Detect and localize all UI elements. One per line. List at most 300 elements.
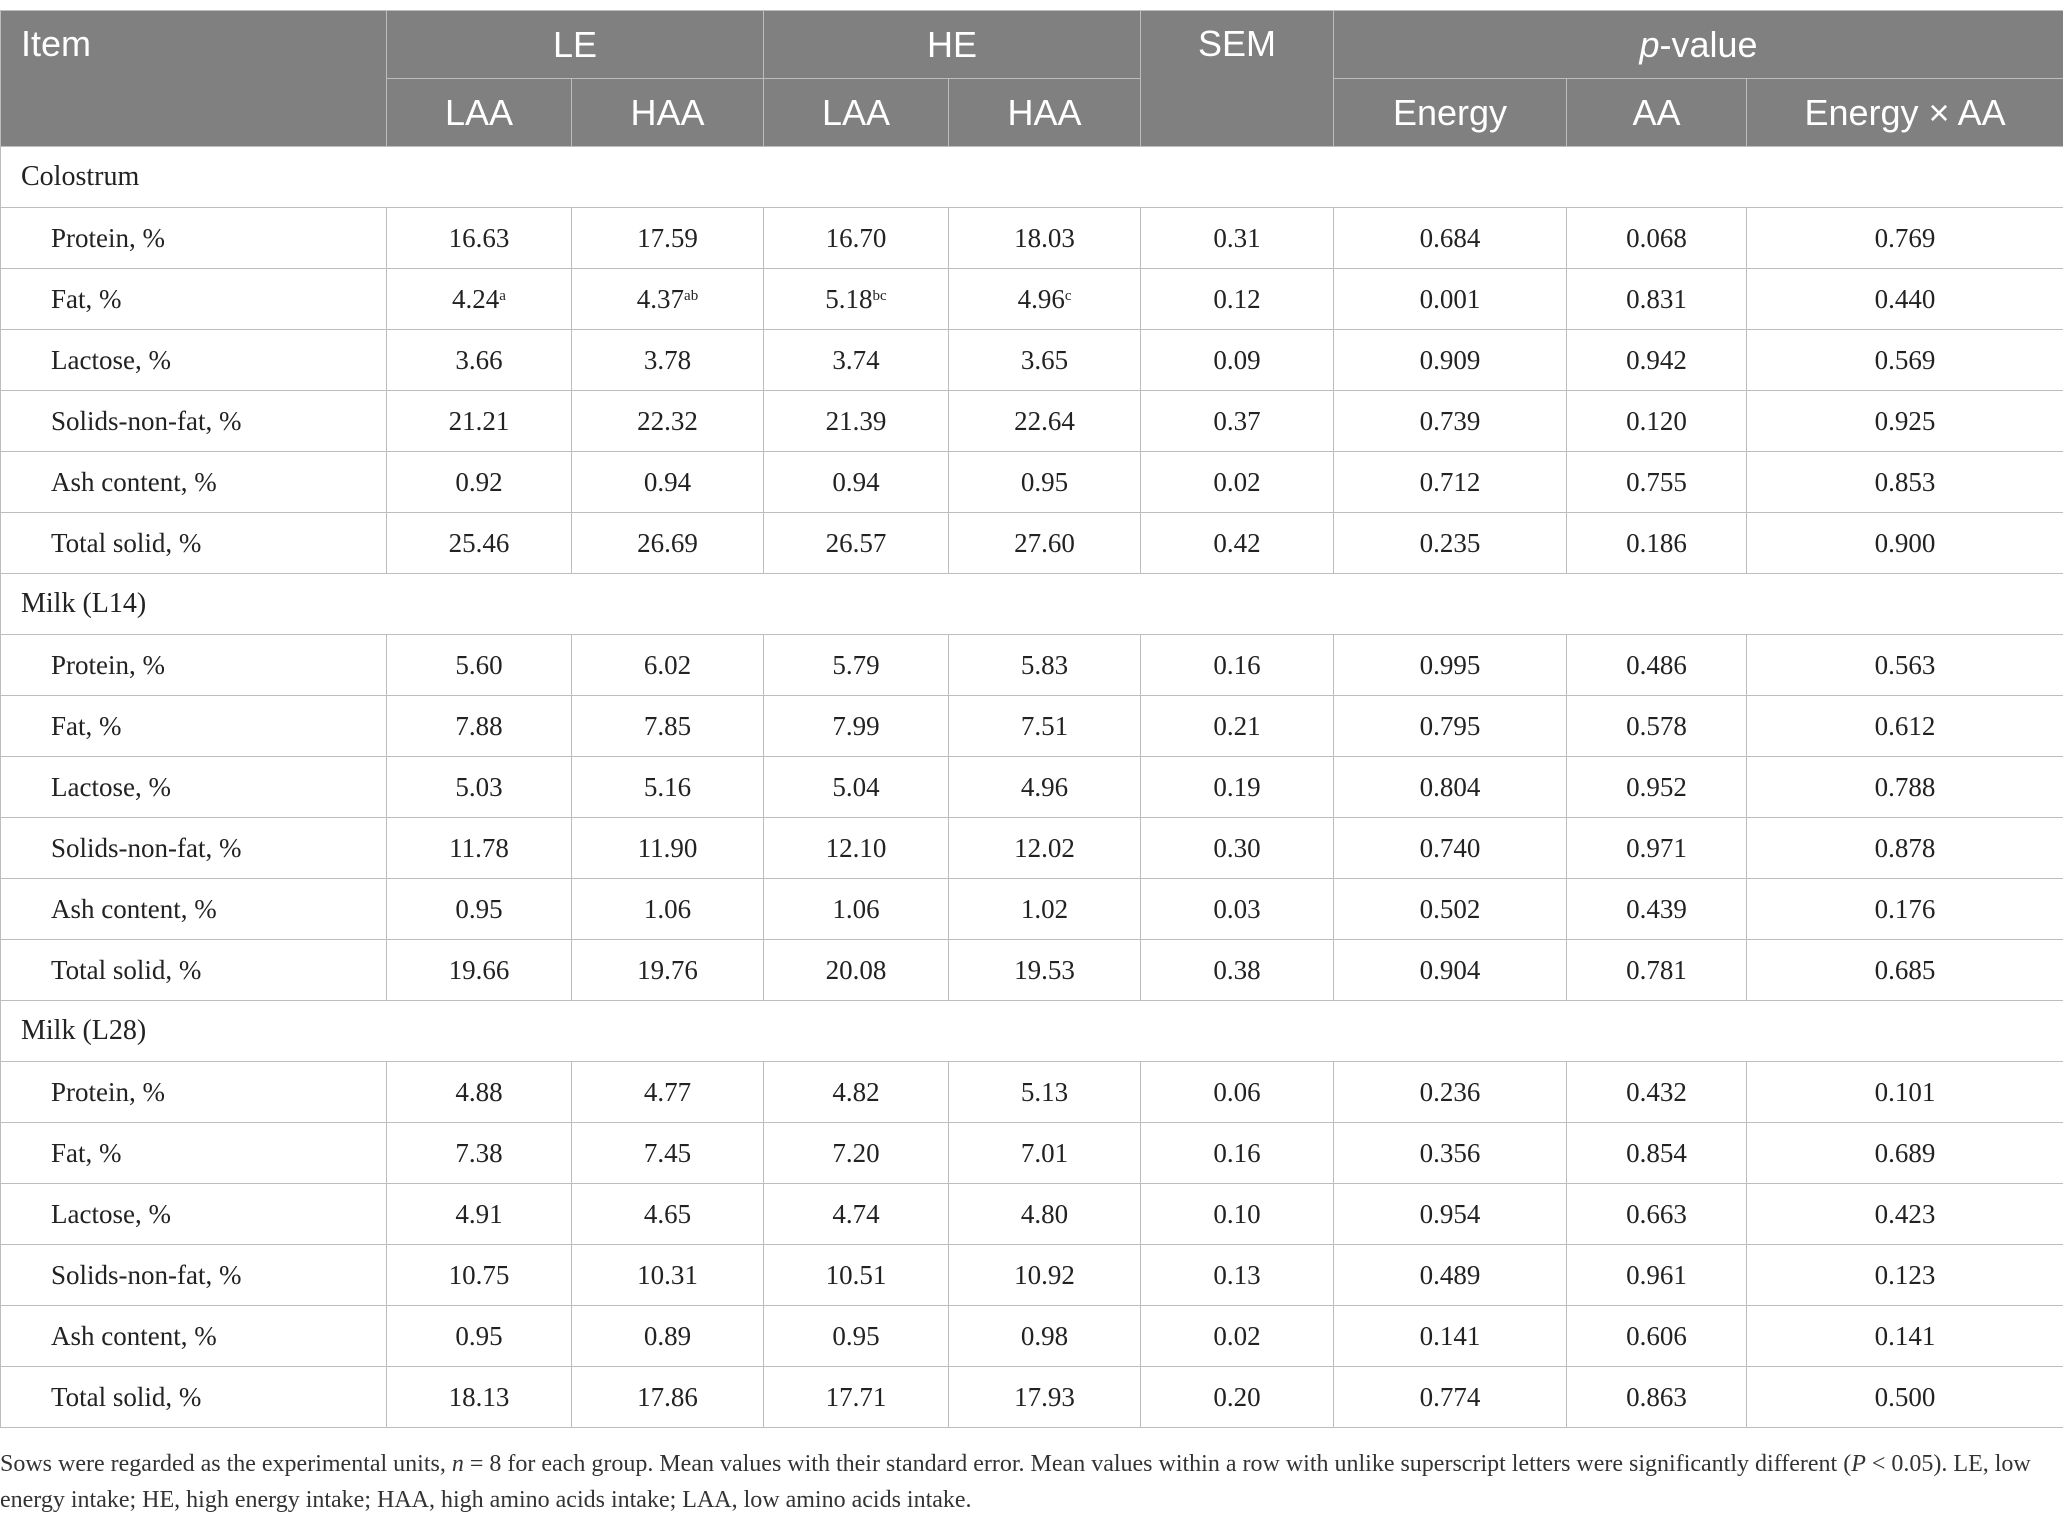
cell-p-energy	[1334, 330, 1567, 391]
cell-p-aa	[1567, 391, 1747, 452]
cell-value: 26.57	[825, 527, 887, 558]
cell-he-laa	[764, 1184, 949, 1245]
cell-le-laa	[387, 635, 572, 696]
row-label: Total solid, %	[1, 1367, 387, 1428]
cell-he-haa	[949, 1062, 1141, 1123]
section-title: Milk (L28)	[1, 1001, 2063, 1062]
row-label: Lactose, %	[1, 757, 387, 818]
cell-value: 0.995	[1419, 649, 1481, 680]
table-row	[1, 513, 2063, 574]
cell-value: 0.12	[1213, 283, 1261, 314]
cell-he-haa	[949, 1123, 1141, 1184]
cell-value: 17.59	[637, 222, 698, 253]
cell-p-energy	[1334, 1184, 1567, 1245]
section-row	[1, 147, 2063, 208]
cell-sem	[1141, 208, 1334, 269]
cell-p-int	[1747, 1062, 2063, 1123]
header-he-haa: HAA	[949, 79, 1141, 147]
row-label: Fat, %	[1, 269, 387, 330]
cell-value: 26.69	[637, 527, 698, 558]
cell-sem	[1141, 757, 1334, 818]
row-label: Protein, %	[1, 635, 387, 696]
header-sem: SEM	[1141, 11, 1334, 147]
cell-le-laa	[387, 1123, 572, 1184]
cell-value: 0.500	[1874, 1381, 1936, 1412]
cell-le-laa	[387, 391, 572, 452]
cell-value: 0.20	[1213, 1381, 1261, 1412]
cell-value: 0.863	[1626, 1381, 1687, 1412]
cell-le-haa	[572, 330, 764, 391]
cell-value: 22.32	[637, 405, 698, 436]
cell-sem	[1141, 1367, 1334, 1428]
cell-value: 0.21	[1213, 710, 1261, 741]
cell-value: 0.952	[1626, 771, 1687, 802]
cell-value: 0.95	[455, 1320, 503, 1351]
cell-value: 0.685	[1874, 954, 1936, 985]
cell-p-aa	[1567, 1123, 1747, 1184]
cell-p-energy	[1334, 757, 1567, 818]
cell-le-haa	[572, 1306, 764, 1367]
header-energy: Energy	[1334, 79, 1567, 147]
cell-le-laa	[387, 1245, 572, 1306]
cell-p-energy	[1334, 208, 1567, 269]
cell-le-laa	[387, 513, 572, 574]
cell-sem	[1141, 1062, 1334, 1123]
cell-value: 0.831	[1626, 283, 1687, 314]
cell-p-int	[1747, 1367, 2063, 1428]
cell-value: 3.65	[1020, 344, 1069, 375]
row-label: Protein, %	[1, 208, 387, 269]
cell-sem	[1141, 635, 1334, 696]
section-title: Colostrum	[1, 147, 2063, 208]
cell-value: 19.53	[1014, 954, 1075, 985]
table-row	[1, 330, 2063, 391]
cell-value: 7.51	[1020, 710, 1069, 741]
cell-value: 3.78	[643, 344, 692, 375]
cell-he-laa	[764, 818, 949, 879]
cell-value: 0.739	[1419, 405, 1481, 436]
cell-le-haa	[572, 452, 764, 513]
cell-sem	[1141, 879, 1334, 940]
cell-he-haa	[949, 208, 1141, 269]
cell-value: 0.755	[1626, 466, 1687, 497]
cell-value: 0.176	[1874, 893, 1936, 924]
cell-value: 18.13	[448, 1381, 510, 1412]
cell-p-int	[1747, 391, 2063, 452]
cell-value: 5.13	[1020, 1076, 1069, 1107]
cell-he-laa	[764, 1062, 949, 1123]
cell-value: 0.971	[1626, 832, 1687, 863]
cell-value: 25.46	[448, 527, 510, 558]
cell-value: 0.236	[1419, 1076, 1481, 1107]
cell-value: 5.60	[455, 649, 503, 680]
cell-value: 5.04	[832, 771, 880, 802]
cell-value: 7.45	[643, 1137, 692, 1168]
cell-value: 10.31	[637, 1259, 698, 1290]
cell-sem	[1141, 1245, 1334, 1306]
cell-p-aa	[1567, 1367, 1747, 1428]
table-body	[1, 147, 2063, 1428]
cell-value: 0.16	[1213, 1137, 1261, 1168]
cell-le-laa	[387, 269, 572, 330]
row-label: Total solid, %	[1, 940, 387, 1001]
cell-value: 0.909	[1419, 344, 1481, 375]
cell-value: 0.900	[1874, 527, 1936, 558]
cell-value: 0.578	[1626, 710, 1687, 741]
cell-p-aa	[1567, 635, 1747, 696]
cell-p-int	[1747, 757, 2063, 818]
cell-p-energy	[1334, 879, 1567, 940]
cell-le-laa	[387, 452, 572, 513]
cell-value: 4.96	[1017, 283, 1065, 314]
cell-value: 0.10	[1213, 1198, 1261, 1229]
cell-value: 0.925	[1874, 405, 1936, 436]
cell-le-haa	[572, 818, 764, 879]
cell-le-laa	[387, 696, 572, 757]
table-row	[1, 818, 2063, 879]
cell-p-int	[1747, 879, 2063, 940]
cell-value: 20.08	[825, 954, 887, 985]
cell-value: 4.37	[636, 283, 685, 314]
cell-sem	[1141, 696, 1334, 757]
cell-p-aa	[1567, 696, 1747, 757]
cell-value: 22.64	[1014, 405, 1075, 436]
cell-value: 7.38	[455, 1137, 503, 1168]
cell-value: 0.769	[1874, 222, 1936, 253]
cell-he-laa	[764, 1123, 949, 1184]
cell-value: 4.65	[643, 1198, 692, 1229]
cell-le-haa	[572, 1184, 764, 1245]
table-header	[1, 11, 2063, 147]
cell-sem	[1141, 1123, 1334, 1184]
cell-value: 4.80	[1020, 1198, 1069, 1229]
cell-value: 0.486	[1626, 649, 1687, 680]
cell-le-haa	[572, 1245, 764, 1306]
cell-value: 19.66	[448, 954, 510, 985]
nutrient-table	[0, 10, 2063, 1428]
cell-he-laa	[764, 452, 949, 513]
cell-sem	[1141, 1184, 1334, 1245]
cell-value: 3.74	[832, 344, 880, 375]
row-label: Fat, %	[1, 1123, 387, 1184]
cell-value: 0.788	[1874, 771, 1936, 802]
cell-value: 6.02	[643, 649, 692, 680]
cell-value: 0.878	[1874, 832, 1936, 863]
cell-value: 5.18	[825, 283, 873, 314]
cell-value: 7.88	[455, 710, 503, 741]
cell-le-haa	[572, 513, 764, 574]
cell-he-haa	[949, 452, 1141, 513]
cell-he-haa	[949, 330, 1141, 391]
cell-value: 0.712	[1419, 466, 1481, 497]
cell-he-haa	[949, 757, 1141, 818]
cell-p-int	[1747, 1184, 2063, 1245]
cell-he-haa	[949, 940, 1141, 1001]
cell-value: 0.95	[832, 1320, 880, 1351]
cell-he-haa	[949, 269, 1141, 330]
section-title: Milk (L14)	[1, 574, 2063, 635]
cell-le-haa	[572, 940, 764, 1001]
header-le-laa: LAA	[387, 79, 572, 147]
cell-value: 18.03	[1014, 222, 1075, 253]
cell-value: 0.569	[1874, 344, 1936, 375]
cell-value: 5.16	[643, 771, 692, 802]
cell-value: 4.96	[1020, 771, 1069, 802]
cell-value: 0.02	[1213, 466, 1261, 497]
cell-he-haa	[949, 1245, 1141, 1306]
cell-le-haa	[572, 208, 764, 269]
table-row	[1, 1184, 2063, 1245]
cell-value: 0.141	[1419, 1320, 1481, 1351]
cell-value: 0.101	[1874, 1076, 1936, 1107]
row-label: Ash content, %	[1, 452, 387, 513]
cell-value: 0.804	[1419, 771, 1481, 802]
cell-p-energy	[1334, 1062, 1567, 1123]
cell-he-laa	[764, 696, 949, 757]
cell-value: 21.21	[448, 405, 510, 436]
cell-he-laa	[764, 1245, 949, 1306]
cell-value: 0.954	[1419, 1198, 1481, 1229]
section-row	[1, 1001, 2063, 1062]
cell-p-aa	[1567, 452, 1747, 513]
cell-value: 0.02	[1213, 1320, 1261, 1351]
footnote-p: P	[1851, 1451, 1866, 1477]
section-row	[1, 574, 2063, 635]
cell-he-haa	[949, 1306, 1141, 1367]
cell-p-energy	[1334, 391, 1567, 452]
cell-p-aa	[1567, 330, 1747, 391]
cell-p-aa	[1567, 1306, 1747, 1367]
cell-le-haa	[572, 879, 764, 940]
significance-superscript: ab	[684, 287, 699, 304]
cell-he-haa	[949, 1184, 1141, 1245]
cell-value: 1.06	[832, 893, 880, 924]
header-item: Item	[1, 11, 387, 147]
cell-p-int	[1747, 452, 2063, 513]
header-p-rest: -value	[1659, 23, 1758, 65]
cell-value: 3.66	[455, 344, 503, 375]
cell-le-laa	[387, 1184, 572, 1245]
row-label: Total solid, %	[1, 513, 387, 574]
cell-value: 0.92	[455, 466, 503, 497]
cell-sem	[1141, 452, 1334, 513]
cell-p-energy	[1334, 269, 1567, 330]
cell-value: 21.39	[825, 405, 887, 436]
cell-value: 4.82	[832, 1076, 880, 1107]
cell-he-laa	[764, 208, 949, 269]
cell-p-int	[1747, 940, 2063, 1001]
cell-le-haa	[572, 391, 764, 452]
cell-value: 0.502	[1419, 893, 1481, 924]
footnote-part1: Sows were regarded as the experimental units,	[0, 1451, 452, 1477]
header-le-haa: HAA	[572, 79, 764, 147]
cell-value: 0.689	[1874, 1137, 1936, 1168]
cell-value: 0.13	[1213, 1259, 1261, 1290]
cell-value: 5.79	[832, 649, 880, 680]
cell-p-aa	[1567, 757, 1747, 818]
cell-p-energy	[1334, 1306, 1567, 1367]
header-interaction: Energy × AA	[1747, 79, 2063, 147]
cell-p-int	[1747, 269, 2063, 330]
cell-value: 0.37	[1213, 405, 1261, 436]
table-row	[1, 757, 2063, 818]
cell-p-int	[1747, 208, 2063, 269]
cell-p-int	[1747, 818, 2063, 879]
cell-value: 0.440	[1874, 283, 1936, 314]
cell-le-laa	[387, 1306, 572, 1367]
cell-p-energy	[1334, 696, 1567, 757]
cell-he-haa	[949, 818, 1141, 879]
header-p-value	[1334, 11, 2063, 79]
cell-sem	[1141, 330, 1334, 391]
cell-p-energy	[1334, 818, 1567, 879]
cell-le-haa	[572, 1367, 764, 1428]
cell-p-aa	[1567, 879, 1747, 940]
cell-le-laa	[387, 818, 572, 879]
cell-le-haa	[572, 1123, 764, 1184]
cell-value: 0.31	[1213, 222, 1261, 253]
cell-he-haa	[949, 513, 1141, 574]
cell-value: 12.10	[825, 832, 887, 863]
cell-p-aa	[1567, 1245, 1747, 1306]
row-label: Fat, %	[1, 696, 387, 757]
footnote-n: n	[451, 1451, 464, 1477]
cell-value: 0.068	[1626, 222, 1687, 253]
cell-he-laa	[764, 940, 949, 1001]
table-footnote	[0, 1446, 2063, 1518]
cell-le-haa	[572, 696, 764, 757]
cell-p-int	[1747, 696, 2063, 757]
cell-p-int	[1747, 1306, 2063, 1367]
cell-le-laa	[387, 940, 572, 1001]
cell-value: 0.42	[1213, 527, 1261, 558]
cell-value: 0.432	[1626, 1076, 1687, 1107]
cell-le-laa	[387, 330, 572, 391]
cell-he-laa	[764, 513, 949, 574]
cell-value: 4.88	[455, 1076, 503, 1107]
cell-value: 0.795	[1419, 710, 1481, 741]
cell-value: 0.942	[1626, 344, 1687, 375]
cell-value: 0.06	[1213, 1076, 1261, 1107]
cell-value: 0.98	[1020, 1320, 1069, 1351]
cell-p-aa	[1567, 208, 1747, 269]
row-label: Solids-non-fat, %	[1, 818, 387, 879]
footnote-part2: = 8 for each group. Mean values with their standard error. Mean values within a row with unlike superscript letters were significantly different (	[463, 1451, 1852, 1477]
cell-value: 27.60	[1014, 527, 1075, 558]
row-label: Lactose, %	[1, 330, 387, 391]
cell-value: 0.95	[1020, 466, 1069, 497]
table-row	[1, 208, 2063, 269]
header-he: HE	[764, 11, 1141, 79]
header-le: LE	[387, 11, 764, 79]
cell-p-energy	[1334, 1123, 1567, 1184]
cell-value: 0.423	[1874, 1198, 1936, 1229]
cell-value: 0.904	[1419, 954, 1481, 985]
table-row	[1, 635, 2063, 696]
cell-p-int	[1747, 330, 2063, 391]
header-p-italic: p	[1639, 23, 1660, 65]
cell-value: 0.30	[1213, 832, 1261, 863]
header-aa: AA	[1567, 79, 1747, 147]
cell-value: 0.663	[1626, 1198, 1687, 1229]
row-label: Lactose, %	[1, 1184, 387, 1245]
cell-le-haa	[572, 757, 764, 818]
cell-value: 7.85	[643, 710, 692, 741]
table-row	[1, 269, 2063, 330]
cell-he-laa	[764, 1367, 949, 1428]
cell-value: 0.123	[1874, 1259, 1936, 1290]
cell-value: 19.76	[637, 954, 698, 985]
cell-le-haa	[572, 269, 764, 330]
cell-value: 0.439	[1626, 893, 1687, 924]
cell-value: 4.77	[643, 1076, 692, 1107]
row-label: Protein, %	[1, 1062, 387, 1123]
cell-le-laa	[387, 879, 572, 940]
cell-p-aa	[1567, 269, 1747, 330]
table-row	[1, 696, 2063, 757]
cell-value: 11.90	[637, 832, 698, 863]
cell-le-laa	[387, 1062, 572, 1123]
cell-value: 12.02	[1014, 832, 1075, 863]
table-row	[1, 391, 2063, 452]
cell-p-energy	[1334, 635, 1567, 696]
cell-value: 0.356	[1419, 1137, 1481, 1168]
cell-value: 0.16	[1213, 649, 1261, 680]
cell-value: 4.74	[832, 1198, 880, 1229]
cell-le-haa	[572, 635, 764, 696]
cell-value: 0.120	[1626, 405, 1687, 436]
cell-p-aa	[1567, 818, 1747, 879]
cell-value: 7.20	[832, 1137, 880, 1168]
cell-value: 7.01	[1020, 1137, 1069, 1168]
cell-p-energy	[1334, 1367, 1567, 1428]
cell-value: 1.06	[643, 893, 692, 924]
table-row	[1, 1062, 2063, 1123]
cell-value: 0.94	[832, 466, 880, 497]
cell-value: 17.71	[825, 1381, 887, 1412]
cell-value: 0.89	[643, 1320, 692, 1351]
cell-le-laa	[387, 1367, 572, 1428]
cell-value: 0.606	[1626, 1320, 1687, 1351]
cell-value: 0.961	[1626, 1259, 1687, 1290]
cell-he-haa	[949, 696, 1141, 757]
cell-value: 5.83	[1020, 649, 1069, 680]
cell-value: 0.95	[455, 893, 503, 924]
cell-he-laa	[764, 391, 949, 452]
cell-p-aa	[1567, 1062, 1747, 1123]
cell-he-haa	[949, 1367, 1141, 1428]
cell-value: 0.94	[643, 466, 692, 497]
cell-he-laa	[764, 269, 949, 330]
cell-sem	[1141, 1306, 1334, 1367]
table-row	[1, 1367, 2063, 1428]
cell-value: 0.09	[1213, 344, 1261, 375]
cell-value: 0.489	[1419, 1259, 1481, 1290]
cell-le-haa	[572, 1062, 764, 1123]
cell-value: 16.70	[825, 222, 887, 253]
cell-he-haa	[949, 391, 1141, 452]
cell-p-int	[1747, 513, 2063, 574]
cell-he-laa	[764, 330, 949, 391]
cell-value: 0.563	[1874, 649, 1936, 680]
cell-value: 10.51	[825, 1259, 887, 1290]
cell-value: 0.38	[1213, 954, 1261, 985]
cell-sem	[1141, 513, 1334, 574]
cell-value: 0.781	[1626, 954, 1687, 985]
cell-value: 0.19	[1213, 771, 1261, 802]
cell-value: 7.99	[832, 710, 880, 741]
cell-value: 0.854	[1626, 1137, 1687, 1168]
